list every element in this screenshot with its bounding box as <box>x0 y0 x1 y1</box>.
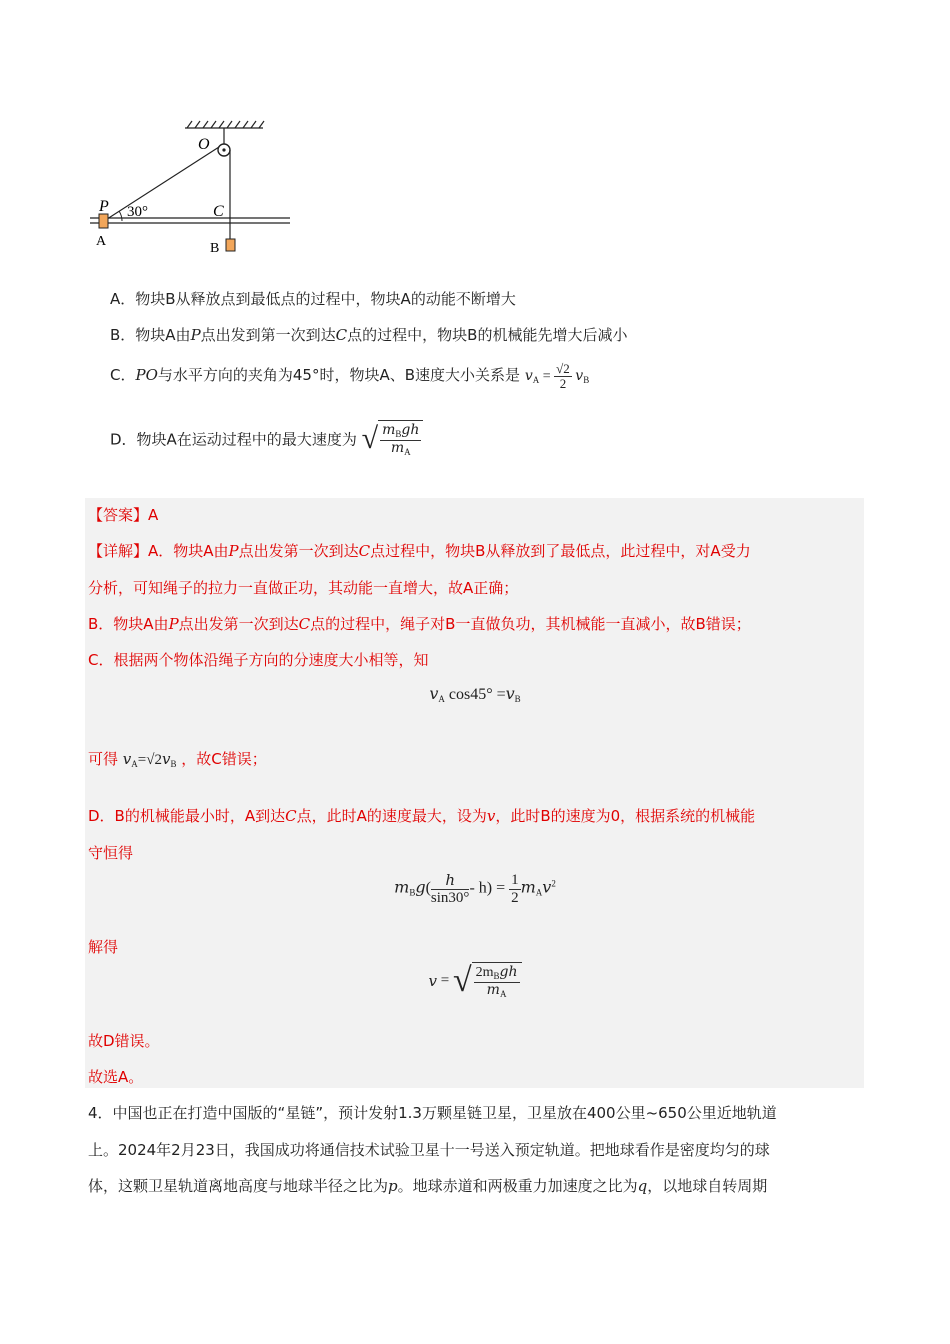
option-c: C．PO与水平方向的夹角为45°时，物块A、B速度大小关系是 $v_A$ = $\frac{√2}{2}$ $v_B$ <box>110 361 590 392</box>
label-angle: 30° <box>127 204 148 220</box>
q4-line3: 体，这颗卫星轨道离地高度与地球半径之比为p。地球赤道和两极重力加速度之比为q，以地球自转周期 <box>88 1177 768 1195</box>
option-d: D．物块A在运动过程中的最大速度为 √ $\frac{m_Bgh}{m_A}$ <box>110 420 423 458</box>
detail-d-line1: D．B的机械能最小时，A到达C点，此时A的速度最大，设为v，此时B的速度为0，根据系统的机械能 <box>88 807 756 825</box>
ceiling-hatch <box>185 121 264 128</box>
equation-1: $v_A$ $\cos 45^\circ =v_B$ <box>429 684 521 704</box>
d-wrong: 故D错误。 <box>88 1032 160 1050</box>
block-b <box>226 239 235 251</box>
q4-line1: 4．中国也正在打造中国版的“星链”，预计发射1.3万颗星链卫星，卫星放在400公里~650公里近地轨道 <box>88 1104 777 1122</box>
jiede: 解得 <box>88 938 119 956</box>
label-c: C <box>213 203 224 220</box>
label-b: B <box>210 241 220 256</box>
option-b: B．物块A由P点出发到第一次到达C点的过程中，物块B的机械能先增大后减小 <box>110 326 628 344</box>
label-a: A <box>96 234 107 249</box>
detail-b: B．物块A由P点出发第一次到达C点的过程中，绳子对B一直做负功，其机械能一直减小，故B错误； <box>88 615 751 633</box>
kede-line: 可得 $v_A=√2v_B$ ，故C错误； <box>88 750 267 769</box>
rope-po <box>104 147 219 221</box>
detail-a-line1: 【详解】A．物块A由P点出发第一次到达C点过程中，物块B从释放到了最低点，此过程中，对A受力 <box>88 542 751 560</box>
label-o: O <box>198 136 210 153</box>
equation-2: $m_Bg$( $\frac{h}{\sin 30^\circ}$ - h) = $\frac{1}{2}$ $m_Av^2$ <box>394 871 556 906</box>
answer-label: 【答案】A <box>88 506 159 524</box>
option-c-formula: $v_A$ = $\frac{√2}{2}$ $v_B$ <box>524 361 590 392</box>
option-d-sqrt: √ $\frac{m_Bgh}{m_A}$ <box>362 420 424 458</box>
option-a: A．物块B从释放点到最低点的过程中，物块A的动能不断增大 <box>110 290 516 308</box>
q4-line2: 上。2024年2月23日，我国成功将通信技术试验卫星十一号送入预定轨道。把地球看作是密度均匀的球 <box>88 1141 770 1159</box>
label-p: P <box>99 198 109 215</box>
detail-c: C．根据两个物体沿绳子方向的分速度大小相等，知 <box>88 651 429 669</box>
choose-a: 故选A。 <box>88 1068 144 1086</box>
block-a <box>99 214 108 228</box>
detail-a-line2: 分析，可知绳子的拉力一直做正功，其动能一直增大，故A正确； <box>88 579 519 597</box>
detail-d-line2: 守恒得 <box>88 844 134 862</box>
equation-3: v = √ $\frac{2m_Bgh}{m_A}$ <box>400 962 550 1000</box>
physics-diagram <box>85 118 295 258</box>
